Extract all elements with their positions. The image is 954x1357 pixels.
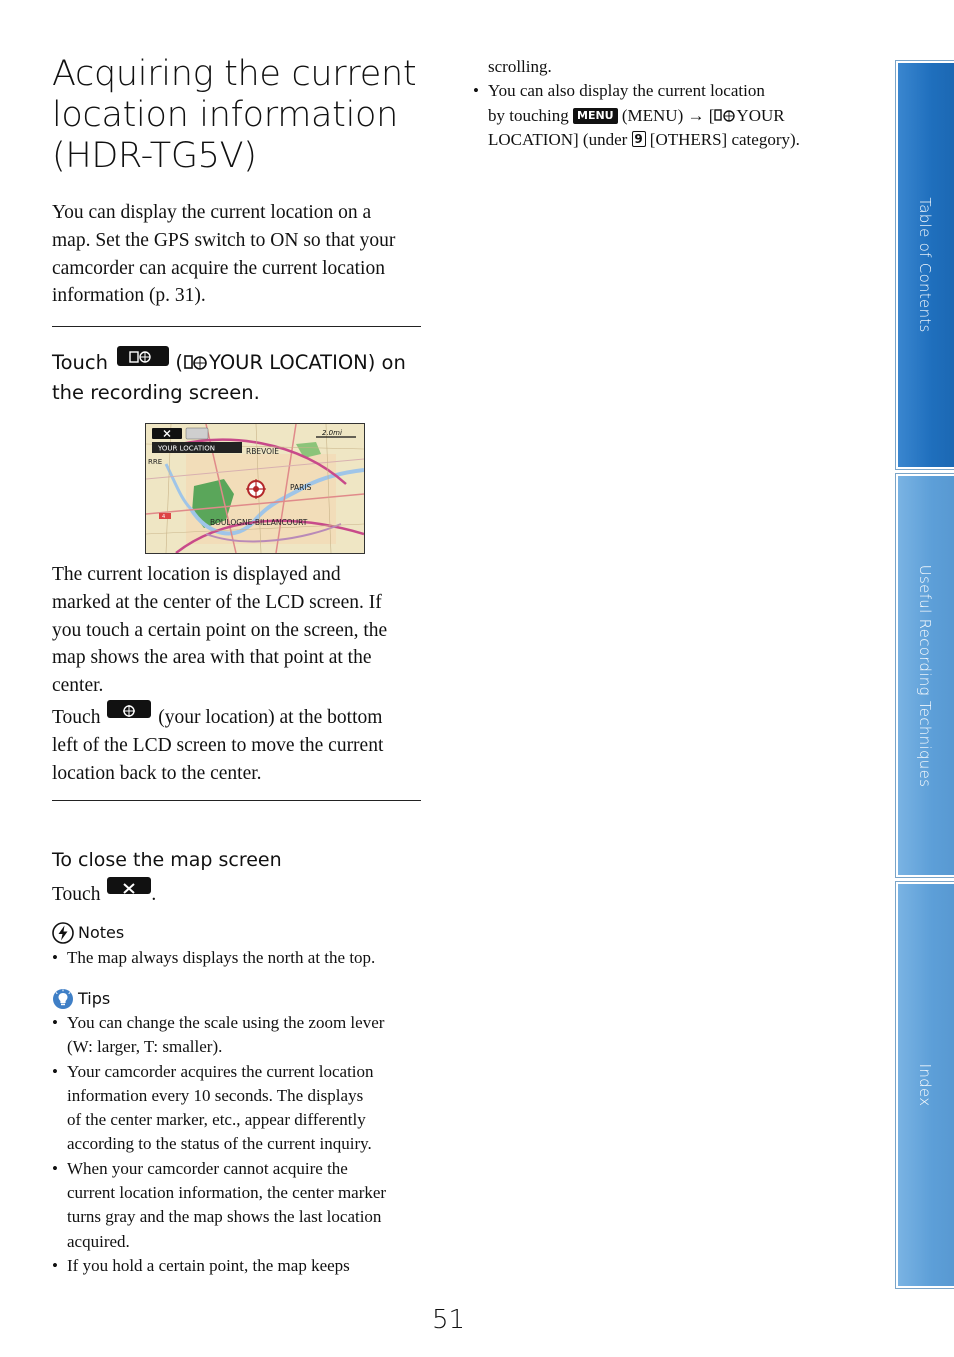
tab-table-of-contents[interactable] [895, 60, 954, 470]
tab-label: Useful Recording Techniques [916, 564, 934, 787]
tip-text: (MENU) [621, 105, 684, 125]
tip-line: of the center marker, etc., appear differently [67, 1110, 366, 1130]
desc-line: marked at the center of the LCD screen. If [52, 591, 382, 613]
title-line-2: location information [52, 95, 398, 135]
divider [52, 326, 421, 327]
map-graphic [146, 424, 364, 553]
tip-line: • You can also display the current location [488, 81, 765, 101]
tip-line: current location information, the center marker [67, 1183, 387, 1203]
intro-line: information (p. 31). [52, 285, 206, 307]
intro-line: camcorder can acquire the current location [52, 257, 385, 279]
close-section-heading: To close the map screen [52, 849, 282, 871]
tip-line: information every 10 seconds. The displays [67, 1085, 364, 1105]
close-period: . [151, 884, 157, 905]
tab-index[interactable] [895, 881, 954, 1289]
tip-continuation: scrolling. [488, 57, 552, 76]
intro-line: map. Set the GPS switch to ON so that your [52, 229, 396, 251]
page-title [52, 54, 432, 177]
notes-list [52, 946, 424, 970]
tip-text: by touching [488, 105, 569, 125]
tips-lightbulb-icon [52, 988, 74, 1010]
tips-label: Tips [78, 988, 111, 1008]
tip-line [488, 104, 853, 128]
divider [52, 800, 421, 801]
notes-label: Notes [78, 922, 125, 942]
tip-text: [OTHERS] category). [649, 129, 800, 149]
list-item [52, 1254, 424, 1278]
page-number: 51 [432, 1305, 466, 1335]
list-item [52, 1011, 424, 1060]
desc-touch-word: Touch [52, 706, 101, 728]
desc-line [52, 700, 432, 732]
camera-globe-icon [714, 107, 736, 123]
tip-line: (W: larger, T: smaller). [67, 1037, 223, 1057]
intro-paragraph [52, 199, 424, 310]
desc-touch-rest: (your location) at the bottom [158, 706, 383, 728]
your-location-button-icon [117, 346, 169, 366]
step-your-location: YOUR LOCATION) on [208, 351, 406, 374]
tip-line: turns gray and the map shows the last location [67, 1207, 382, 1227]
list-item [52, 1060, 424, 1157]
intro-line: You can display the current location on a [52, 202, 372, 223]
tip-line: according to the status of the current inquiry. [67, 1134, 372, 1154]
close-button-icon [107, 877, 151, 894]
tip-text: [ [708, 105, 715, 125]
tip-line: • You can change the scale using the zoom lever [67, 1013, 385, 1032]
tips-list [52, 1011, 424, 1278]
your-location-button-icon [107, 700, 151, 718]
step-line-2: the recording screen. [52, 381, 260, 404]
map-place-label: RRE [148, 458, 163, 466]
map-place-label: PARIS [290, 483, 312, 492]
close-touch-word: Touch [52, 884, 101, 905]
arrow-right-icon: → [687, 105, 705, 125]
step-touch-word: Touch [52, 351, 108, 374]
notes-lightning-icon [52, 922, 74, 944]
tip-text: LOCATION] (under [488, 129, 628, 149]
right-column-tips [473, 55, 853, 152]
desc-line: The current location is displayed and [52, 564, 341, 585]
map-place-label: RBEVOIE [246, 447, 279, 456]
camera-globe-icon [183, 352, 209, 372]
others-category-icon: 9 [632, 131, 646, 147]
notes-heading [52, 921, 124, 944]
desc-line: left of the LCD screen to move the current [52, 734, 384, 756]
location-target-icon [107, 702, 151, 720]
map-your-location-label: YOUR LOCATION [158, 444, 215, 453]
tips-list-continued [473, 79, 853, 152]
title-line-1: Acquiring the current [52, 54, 417, 94]
map-scale-text: 2.0mi [322, 429, 342, 437]
desc-line: center. [52, 675, 104, 697]
tip-line [488, 128, 853, 152]
tip-line: • If you hold a certain point, the map keeps [67, 1255, 350, 1275]
tab-label: Table of Contents [916, 197, 934, 333]
road-badge-text: 4 [162, 514, 166, 520]
step-heading [52, 346, 432, 408]
tab-label: Index [916, 1063, 934, 1107]
map-screen-illustration [145, 423, 365, 554]
tip-line: • Your camcorder acquires the current location [67, 1061, 374, 1081]
list-item: • The map always displays the north at the top. [52, 946, 424, 970]
tip-line: • When your camcorder cannot acquire the [67, 1158, 348, 1178]
step-paren: ( [175, 351, 183, 374]
list-item [52, 1157, 424, 1254]
desc-line: location back to the center. [52, 762, 262, 784]
tab-useful-recording-techniques[interactable] [895, 473, 954, 878]
desc-line: map shows the area with that point at the [52, 647, 372, 669]
tips-heading [52, 987, 110, 1010]
tip-line: acquired. [67, 1231, 130, 1251]
tip-text: YOUR [736, 105, 785, 125]
title-line-3: (HDR-TG5V) [52, 136, 257, 176]
camera-globe-icon [117, 347, 169, 367]
desc-line: you touch a certain point on the screen, the [52, 619, 388, 641]
close-icon [107, 880, 151, 897]
map-place-label: BOULOGNE-BILLANCOURT [210, 518, 308, 527]
menu-button-icon: MENU [573, 108, 618, 124]
map-description [52, 561, 432, 787]
list-item [473, 79, 853, 152]
close-instruction [52, 877, 156, 909]
